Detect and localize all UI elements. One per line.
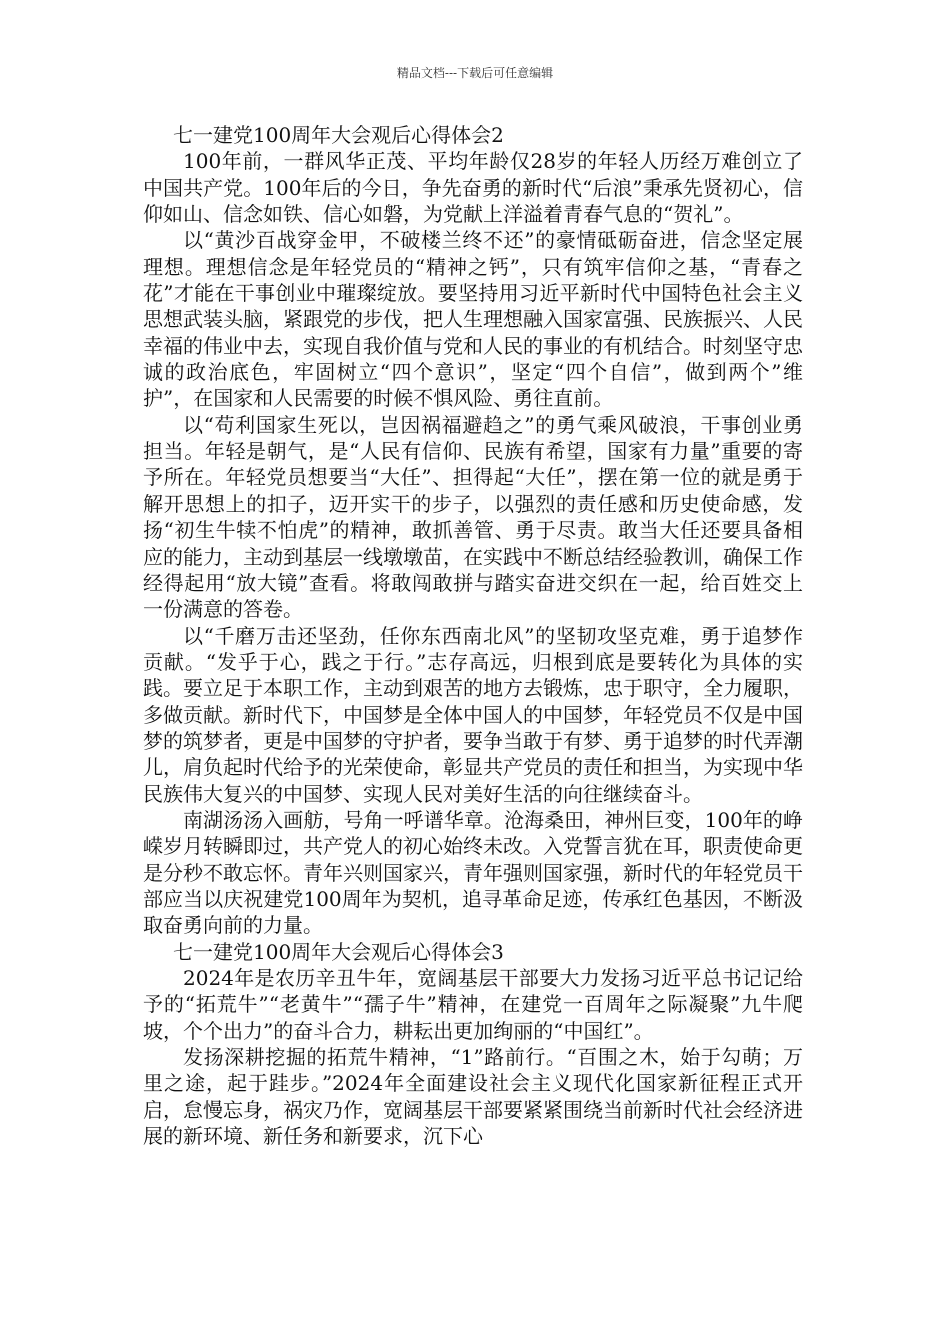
paragraph: 100年前，一群风华正茂、平均年龄仅28岁的年轻人历经万难创立了中国共产党。100年后的今日，争先奋勇的新时代“后浪”秉承先贤初心，信仰如山、信念如铁、信心如磐，为党献上洋溢着青春气息的“贺礼”。 — [143, 149, 803, 227]
paragraph: 以“千磨万击还坚劲，任你东西南北风”的坚韧攻坚克难，勇于追梦作贡献。“发乎于心，践之于行。”志存高远，归根到底是要转化为具体的实践。要立足于本职工作，主动到艰苦的地方去锻炼，忠于职守，全力履职，多做贡献。新时代下，中国梦是全体中国人的中国梦，年轻党员不仅是中国梦的筑梦者，更是中国梦的守护者，要争当敢于有梦、勇于追梦的时代弄潮儿，肩负起时代给予的光荣使命，彰显共产党员的责任和担当，为实现中华民族伟大复兴的中国梦、实现人民对美好生活的向往继续奋斗。 — [143, 623, 803, 806]
paragraph: 以“黄沙百战穿金甲，不破楼兰终不还”的豪情砥砺奋进，信念坚定展理想。理想信念是年轻党员的“精神之钙”，只有筑牢信仰之基，“青春之花”才能在干事创业中璀璨绽放。要坚持用习近平新时代中国特色社会主义思想武装头脑，紧跟党的步伐，把人生理想融入国家富强、民族振兴、人民幸福的伟业中去，实现自我价值与党和人民的事业的有机结合。时刻坚守忠诚的政治底色，牢固树立“四个意识”，坚定“四个自信”，做到两个”维护”，在国家和人民需要的时候不惧风险、勇往直前。 — [143, 228, 803, 411]
paragraph: 以“苟利国家生死以，岂因祸福避趋之”的勇气乘风破浪，干事创业勇担当。年轻是朝气，是“人民有信仰、民族有希望，国家有力量”重要的寄予所在。年轻党员想要当“大任”、担得起“大任”，摆在第一位的就是勇于解开思想上的扣子，迈开实干的步子，以强烈的责任感和历史使命感，发扬“初生牛犊不怕虎”的精神，敢抓善管、勇于尽责。敢当大任还要具备相应的能力，主动到基层一线墩墩苗，在实践中不断总结经验教训，确保工作经得起用“放大镜”查看。将敢闯敢拼与踏实奋进交织在一起，给百姓交上一份满意的答卷。 — [143, 412, 803, 622]
section-title: 七一建党100周年大会观后心得体会3 — [173, 939, 504, 964]
paragraph: 发扬深耕挖掘的拓荒牛精神，“1”路前行。“百围之木，始于勾萌；万里之途，起于跬步。”2024年全面建设社会主义现代化国家新征程正式开启，怠慢忘身，祸灾乃作，宽阔基层干部要紧紧围绕当前新时代社会经济进展的新环境、新任务和新要求，沉下心 — [143, 1045, 803, 1149]
document-body — [143, 122, 803, 1149]
page-header: 精品文档---下载后可任意编辑 — [396, 66, 554, 80]
section-title: 七一建党100周年大会观后心得体会2 — [173, 123, 504, 147]
paragraph: 南湖汤汤入画舫，号角一呼谱华章。沧海桑田，神州巨变，100年的峥嵘岁月转瞬即过，共产党人的初心始终未改。入党誓言犹在耳，职责使命更是分秒不敢忘怀。青年兴则国家兴，青年强则国家强，新时代的年轻党员干部应当以庆祝建党100周年为契机，追寻革命足迹，传承红色基因，不断汲取奋勇向前的力量。 — [143, 807, 803, 938]
paragraph: 2024年是农历辛丑牛年，宽阔基层干部要大力发扬习近平总书记记给予的“拓荒牛”“老黄牛”“孺子牛”精神，在建党一百周年之际凝聚”九牛爬坡，个个出力”的奋斗合力，耕耘出更加绚丽的“中国红”。 — [143, 966, 803, 1043]
